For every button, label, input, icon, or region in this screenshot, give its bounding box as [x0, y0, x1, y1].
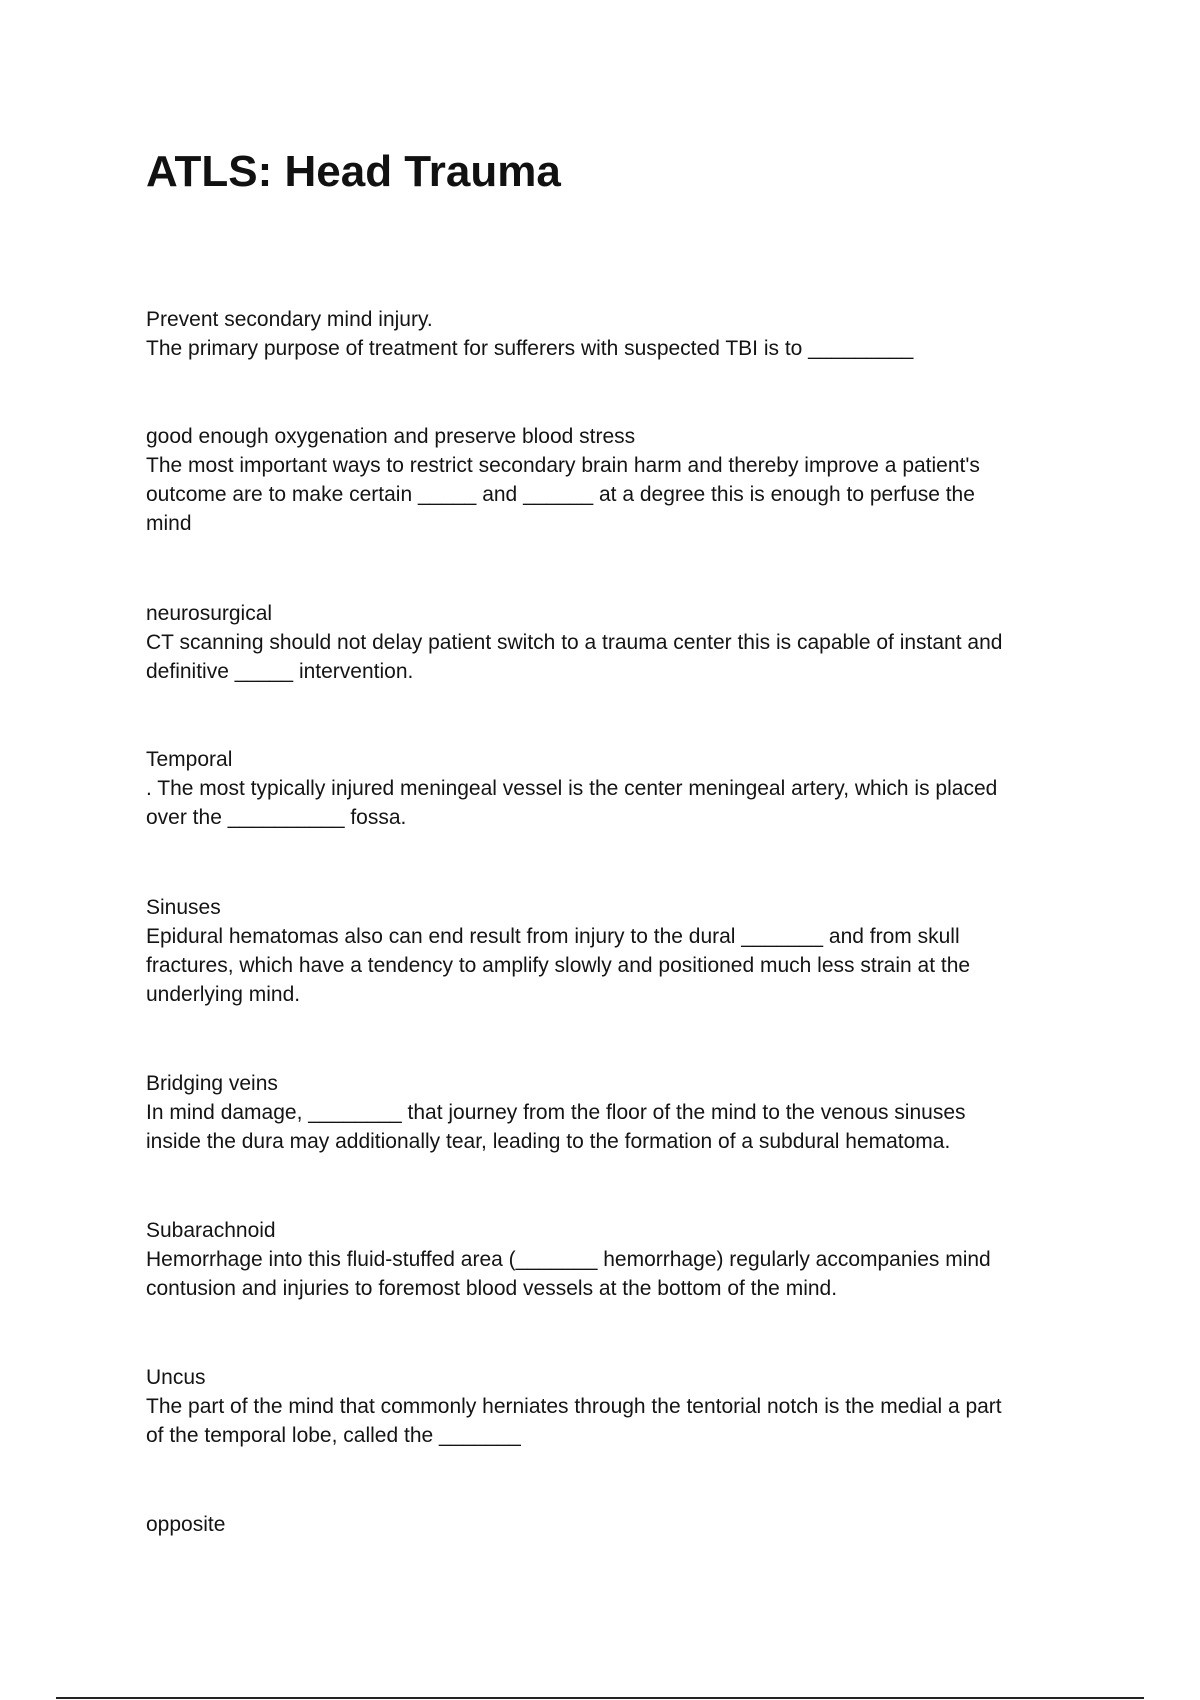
card-answer: Bridging veins [146, 1072, 278, 1095]
card-answer: neurosurgical [146, 602, 273, 625]
flashcard-4 [146, 745, 1066, 832]
card-answer: Sinuses [146, 896, 221, 919]
card-question: The part of the mind that commonly herniates through the tentorial notch is the medial a part of the temporal lobe, called the _______ [146, 1395, 1002, 1447]
card-answer: Subarachnoid [146, 1219, 276, 1242]
flashcard-7 [146, 1216, 1066, 1303]
flashcard-8 [146, 1363, 1066, 1450]
flashcard-3 [146, 599, 1066, 686]
flashcard-9 [146, 1510, 1066, 1539]
flashcard-6 [146, 1069, 1066, 1156]
card-answer: Temporal [146, 748, 233, 771]
card-answer: opposite [146, 1513, 226, 1536]
flashcard-5 [146, 893, 1066, 1009]
flashcard-1 [146, 305, 1066, 363]
card-question: . The most typically injured meningeal vessel is the center meningeal artery, which is placed over the __________ fossa. [146, 777, 998, 829]
page-bottom-rule [56, 1697, 1144, 1699]
card-answer: Uncus [146, 1366, 206, 1389]
card-question: The most important ways to restrict secondary brain harm and thereby improve a patient's outcome are to make certain _____ and ______ at a degree this is enough to perfuse the mind [146, 454, 980, 535]
card-question: CT scanning should not delay patient switch to a trauma center this is capable of instant and definitive _____ intervention. [146, 631, 1003, 683]
card-answer: Prevent secondary mind injury. [146, 308, 433, 331]
flashcard-2 [146, 422, 1066, 538]
card-question: The primary purpose of treatment for sufferers with suspected TBI is to _________ [146, 337, 914, 360]
card-question: In mind damage, ________ that journey from the floor of the mind to the venous sinuses inside the dura may additionally tear, leading to the formation of a subdural hematoma. [146, 1101, 966, 1153]
page-title: ATLS: Head Trauma [146, 147, 561, 196]
card-question: Hemorrhage into this fluid-stuffed area (_______ hemorrhage) regularly accompanies mind contusion and injuries to foremost blood vessels at the bottom of the mind. [146, 1248, 991, 1300]
card-question: Epidural hematomas also can end result from injury to the dural _______ and from skull fractures, which have a tendency to amplify slowly and positioned much less strain at the underlying mind. [146, 925, 971, 1006]
card-answer: good enough oxygenation and preserve blood stress [146, 425, 636, 448]
